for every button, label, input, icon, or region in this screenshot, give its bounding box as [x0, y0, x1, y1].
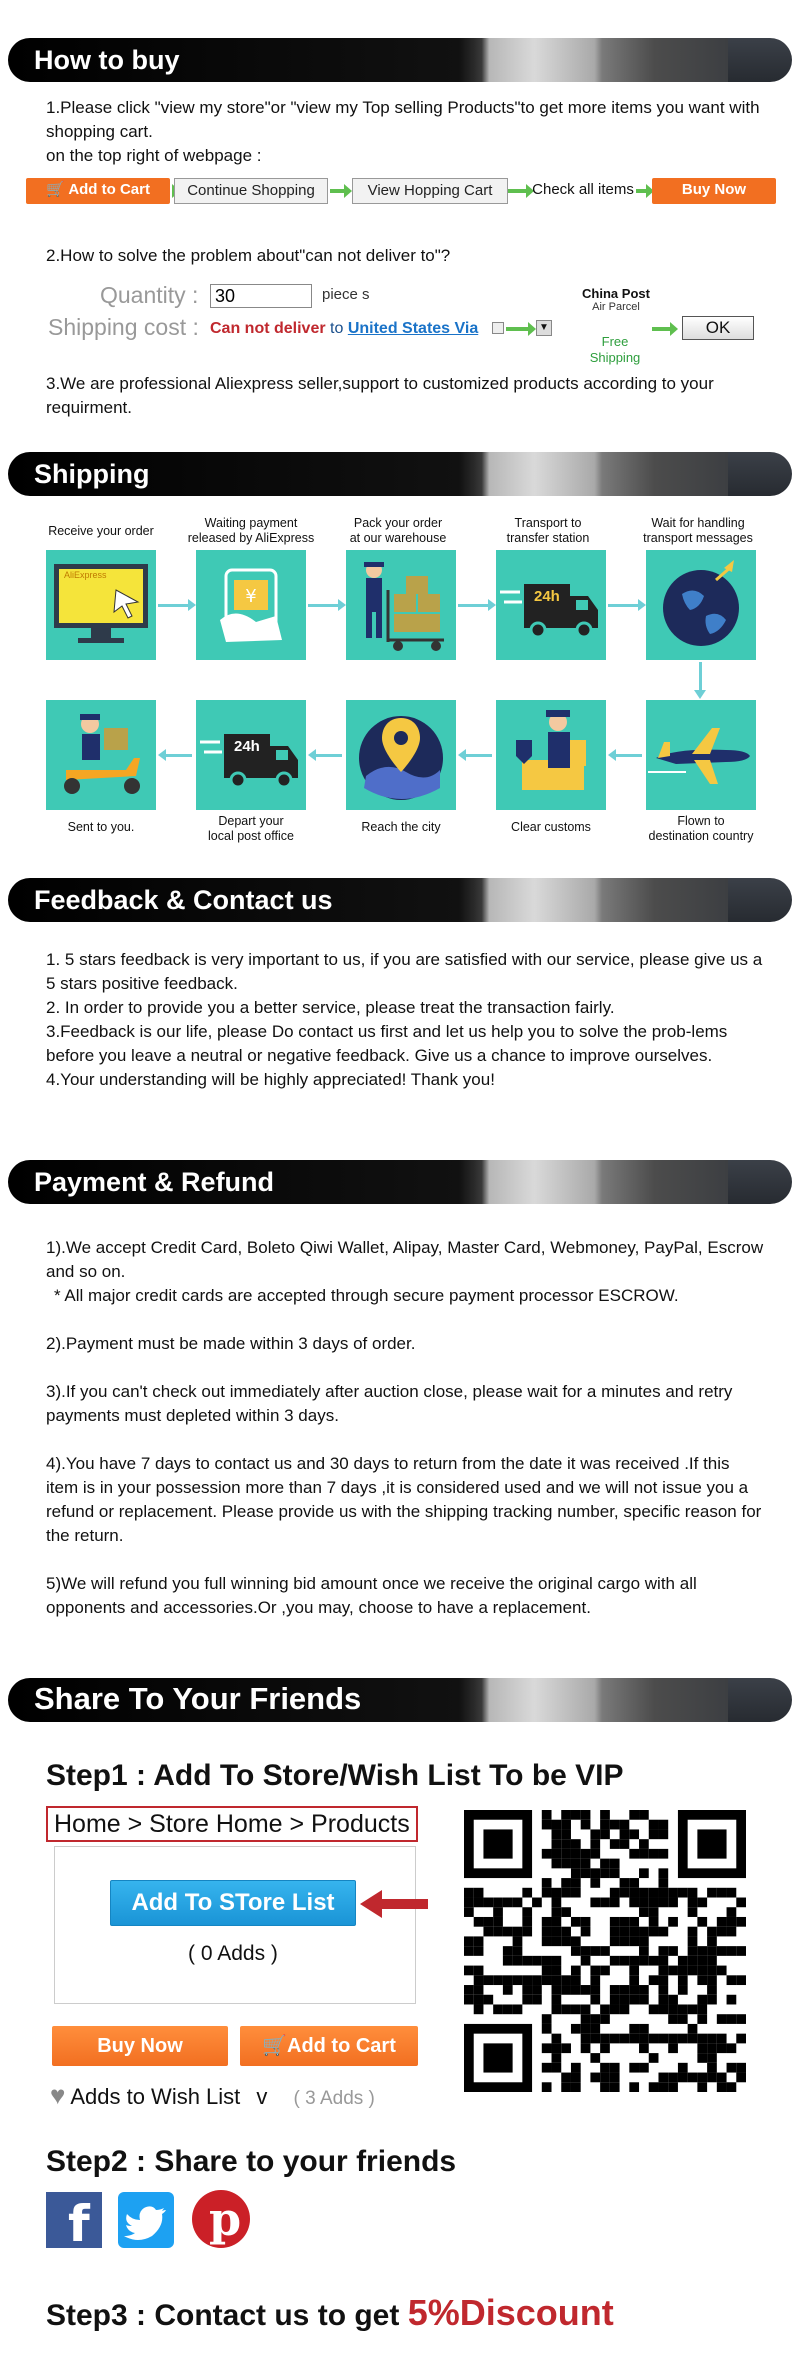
country-link[interactable]: United States Via: [347, 320, 479, 337]
pinterest-icon[interactable]: p: [192, 2190, 250, 2248]
air-parcel-label: Air Parcel: [592, 301, 640, 313]
step-label: [171, 516, 331, 546]
transport-tile: [496, 550, 606, 660]
feedback-list: [46, 948, 766, 1092]
step-label-line: local post office: [208, 829, 294, 843]
payment-list: [46, 1236, 766, 1620]
step-label-line: Flown to: [677, 814, 725, 828]
feedback-item: 4.Your understanding will be highly appreciated! Thank you!: [46, 1070, 495, 1089]
customs-officer-icon: [496, 700, 606, 810]
airplane-icon: [646, 700, 756, 810]
screen-brand: AliExpress: [64, 570, 107, 580]
qr-code: [464, 1810, 746, 2092]
check-all-items-text: Check all items: [532, 181, 634, 198]
flow-arrow: [330, 189, 346, 193]
flow-arrow: [164, 754, 192, 757]
flow-arrow: [636, 189, 648, 193]
reach-city-tile: [346, 700, 456, 810]
facebook-icon[interactable]: f: [46, 2192, 102, 2248]
svg-text:¥: ¥: [245, 586, 257, 607]
buy-now-button[interactable]: Buy Now: [52, 2026, 228, 2066]
hand-payment-icon: [196, 550, 306, 660]
flow-arrow: [314, 754, 342, 757]
globe-icon: [646, 550, 756, 660]
warehouse-worker-icon: [346, 550, 456, 660]
chevron-down-icon[interactable]: ▼: [536, 320, 552, 336]
section-header-feedback: [8, 878, 792, 922]
free-shipping-badge: [575, 334, 655, 366]
sent-to-you-tile: [46, 700, 156, 810]
china-post-option[interactable]: [566, 286, 666, 313]
step-label-text: Reach the city: [361, 820, 441, 834]
cart-icon: 🛒: [46, 181, 65, 198]
step-label-line: Waiting payment: [204, 516, 298, 530]
map-pin-icon: [346, 700, 456, 810]
step-label: [21, 524, 181, 539]
step-label-text: Clear customs: [511, 820, 591, 834]
wishlist-count: ( 3 Adds ): [293, 2088, 375, 2109]
flow-arrow: [508, 189, 528, 193]
quantity-input[interactable]: [210, 284, 312, 308]
step-label: [471, 820, 631, 835]
dropdown-small-icon[interactable]: [492, 322, 504, 334]
twitter-icon[interactable]: [118, 2192, 174, 2248]
step-label: [618, 516, 778, 546]
quantity-label: Quantity :: [100, 282, 199, 308]
step-label-line: Wait for handling: [651, 516, 745, 530]
china-post-label: China Post: [582, 286, 650, 301]
instruction-3: 3.We are professional Aliexpress seller,support to customized products according to your requirment.: [46, 374, 714, 417]
badge-24h: 24h: [534, 588, 560, 605]
add-to-cart-label: Add to Cart: [287, 2035, 396, 2057]
breadcrumb[interactable]: Home > Store Home > Products: [46, 1806, 418, 1842]
step-label: [318, 516, 478, 546]
section-title: Payment & Refund: [34, 1167, 275, 1197]
step-label: [171, 814, 331, 844]
feedback-item: 3.Feedback is our life, please Do contact us first and let us help you to solve the prob-lems before you leave a neutral or negative feedback. Give us a chance to improve ourselves.: [46, 1022, 728, 1065]
add-to-cart-button[interactable]: [240, 2026, 418, 2066]
customs-tile: [496, 700, 606, 810]
step-label-line: at our warehouse: [349, 531, 447, 545]
arrow-head: [694, 690, 706, 699]
step-label-line: Pack your order: [353, 516, 443, 530]
section-header-shipping: [8, 452, 792, 496]
flow-arrow: [464, 754, 492, 757]
instruction-1: [46, 96, 766, 168]
flow-arrow: [652, 327, 672, 331]
scooter-icon: [46, 700, 156, 810]
flow-arrow: [158, 604, 190, 607]
truck-icon: [196, 700, 306, 810]
section-header-how-to-buy: [8, 38, 792, 82]
flown-tile: [646, 700, 756, 810]
heart-icon: ♥: [50, 2080, 66, 2110]
feedback-item: 1. 5 stars feedback is very important to us, if you are satisfied with our service, please give us a 5 stars positive feedback.: [46, 950, 763, 993]
receive-order-tile: [46, 550, 156, 660]
flow-arrow: [506, 327, 530, 331]
step-label-text: Receive your order: [48, 524, 154, 538]
ok-button[interactable]: OK: [682, 316, 754, 340]
add-to-cart-label: Add to Cart: [68, 181, 150, 198]
flow-arrow-down: [699, 662, 702, 692]
store-adds-count: ( 0 Adds ): [188, 1942, 278, 1965]
section-title: Shipping: [34, 459, 150, 489]
to-text: to: [330, 320, 344, 337]
add-to-cart-flow-button[interactable]: [26, 178, 170, 204]
flow-arrow: [608, 604, 640, 607]
step3-title: [46, 2292, 614, 2334]
continue-shopping-button[interactable]: Continue Shopping: [174, 178, 328, 204]
step-label-line: transport messages: [643, 531, 753, 545]
handling-tile: [646, 550, 756, 660]
step3-prefix: Step3 : Contact us to get: [46, 2299, 400, 2332]
payment-item: 5)We will refund you full winning bid amount once we receive the original cargo with all opponents and accessories.Or ,you may, choose to have a replacement.: [46, 1574, 697, 1617]
step-label: [621, 814, 781, 844]
chevron-down-icon[interactable]: v: [256, 2084, 268, 2109]
payment-item: 1).We accept Credit Card, Boleto Qiwi Wallet, Alipay, Master Card, Webmoney, PayPal, Escrow and so on.: [46, 1238, 764, 1281]
shipping-cost-label: Shipping cost :: [48, 314, 199, 340]
wishlist-label: Adds to Wish List: [70, 2084, 241, 2109]
step-label-line: destination country: [648, 829, 754, 843]
step1-title: Step1 : Add To Store/Wish List To be VIP: [46, 1759, 624, 1792]
wishlist-row[interactable]: [50, 2080, 375, 2111]
payment-note: * All major credit cards are accepted through secure payment processor ESCROW.: [54, 1286, 679, 1305]
pack-order-tile: [346, 550, 456, 660]
step-label-line: Depart your: [218, 814, 284, 828]
shipping-label: Shipping: [589, 350, 641, 365]
instruction-2: 2.How to solve the problem about"can not deliver to"?: [46, 246, 451, 265]
payment-tile: [196, 550, 306, 660]
free-label: Free: [601, 334, 629, 349]
payment-item: 2).Payment must be made within 3 days of order.: [46, 1334, 416, 1353]
instruction-1-text: 1.Please click "view my store"or "view my Top selling Products"to get more items you want with shopping cart.: [46, 98, 760, 141]
step2-title: Step2 : Share to your friends: [46, 2145, 457, 2178]
flow-arrow: [308, 604, 340, 607]
step-label: [321, 820, 481, 835]
badge-24h: 24h: [234, 738, 260, 755]
post-office-tile: [196, 700, 306, 810]
step-label: [468, 516, 628, 546]
buy-now-flow-button[interactable]: Buy Now: [652, 178, 776, 204]
view-cart-button[interactable]: View Hopping Cart: [352, 178, 508, 204]
section-title: How to buy: [34, 45, 180, 75]
section-header-share: [8, 1678, 792, 1722]
section-title: Feedback & Contact us: [34, 885, 333, 915]
add-to-store-button[interactable]: Add To STore List: [110, 1880, 356, 1926]
step-label-line: transfer station: [506, 531, 590, 545]
discount-highlight: 5%Discount: [407, 2292, 614, 2333]
step-label-text: Sent to you.: [67, 820, 135, 834]
flow-arrow: [458, 604, 490, 607]
cannot-deliver-text: Can not deliver: [210, 320, 326, 337]
truck-icon: [496, 550, 606, 660]
red-arrow-icon: [360, 1888, 430, 1920]
section-header-payment: [8, 1160, 792, 1204]
shipping-status: [210, 320, 478, 338]
payment-item: 4).You have 7 days to contact us and 30 days to return from the date it was received .If this item is in your possession more than 7 days ,it is considered used and we will not issue you a refund or replacement. Please provide us with the shipping tracking number, specific reason for the return.: [46, 1454, 762, 1545]
section-title: Share To Your Friends: [34, 1681, 362, 1716]
feedback-item: 2. In order to provide you a better service, please treat the transaction fairly.: [46, 998, 615, 1017]
instruction-1-note: on the top right of webpage :: [46, 146, 262, 165]
step-label: [21, 820, 181, 835]
step-label-line: Transport to: [514, 516, 582, 530]
cart-icon: 🛒: [262, 2035, 287, 2057]
computer-icon: [46, 550, 156, 660]
flow-arrow: [614, 754, 642, 757]
quantity-unit: piece s: [322, 286, 370, 303]
step-label-line: released by AliExpress: [187, 531, 315, 545]
payment-item: 3).If you can't check out immediately after auction close, please wait for a minutes and retry payments must depleted within 3 days.: [46, 1382, 733, 1425]
